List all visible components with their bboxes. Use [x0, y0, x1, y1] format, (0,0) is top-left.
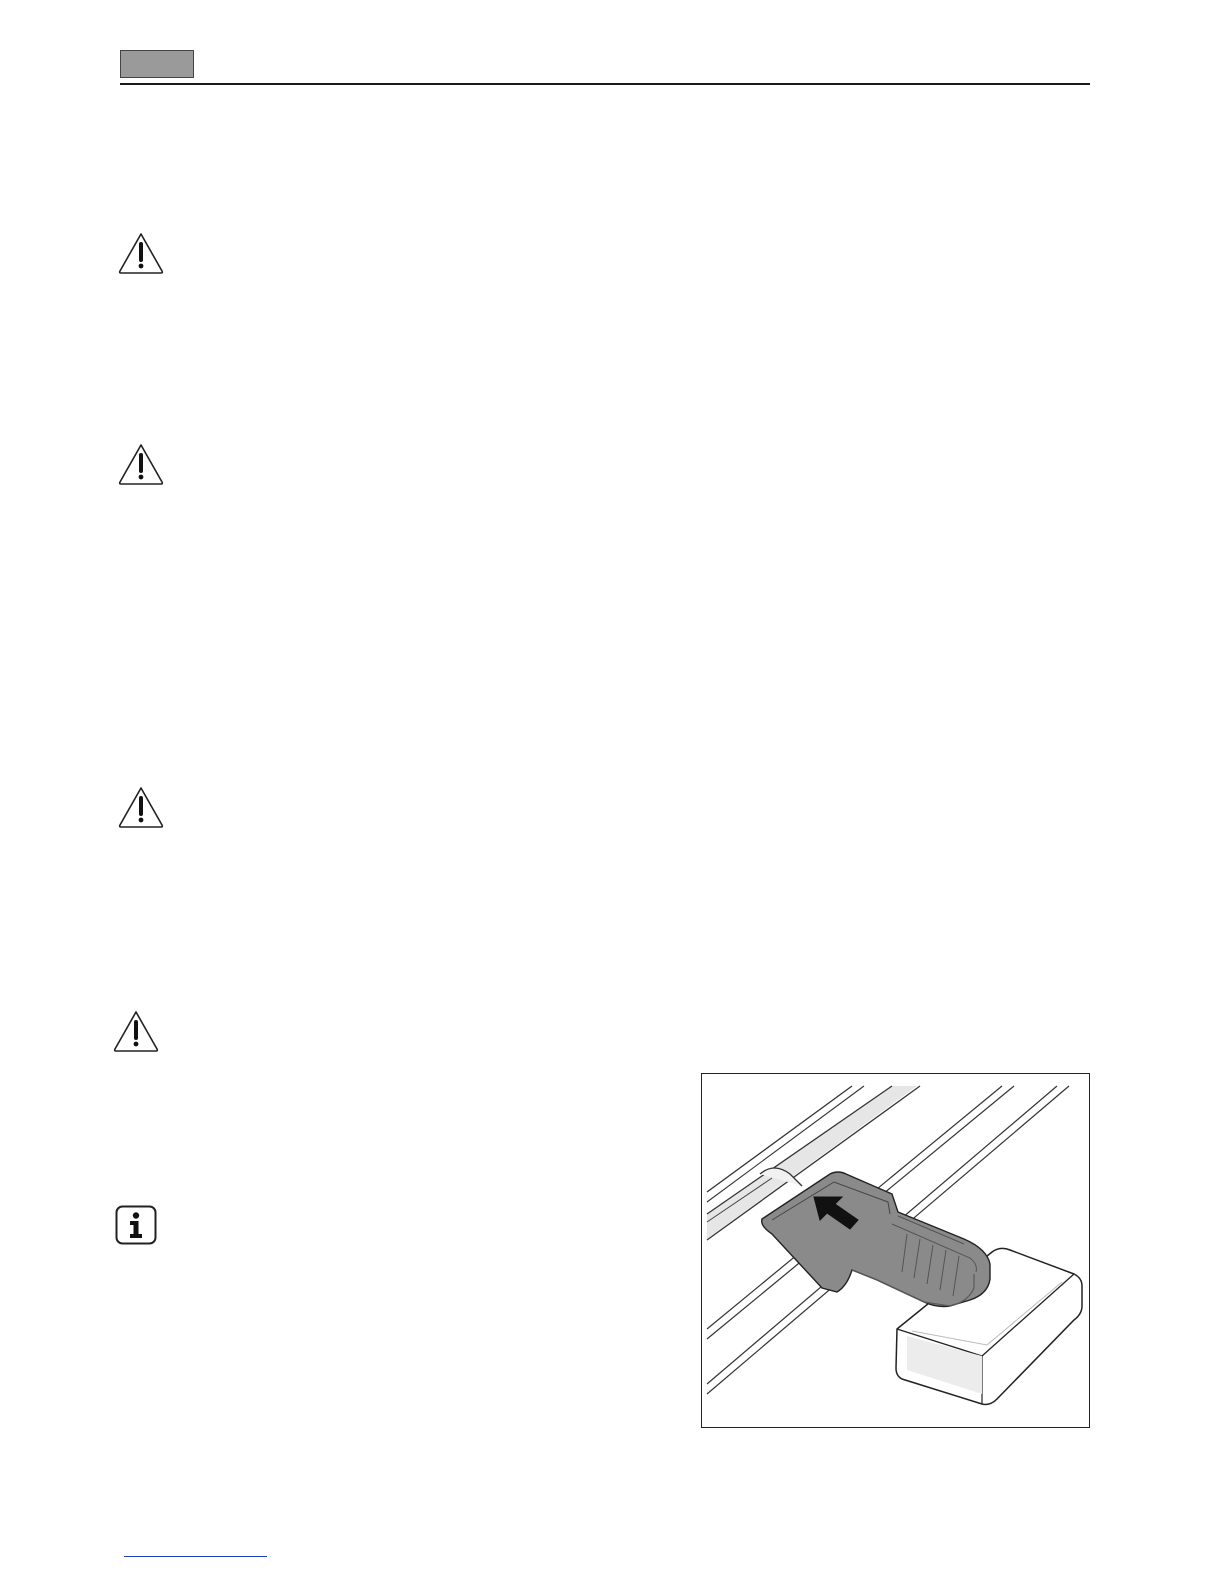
warning-triangle-icon [118, 786, 164, 828]
footer-link-underline[interactable] [124, 1556, 267, 1557]
header-rule [120, 83, 1090, 85]
figure-handle-illustration [701, 1073, 1090, 1428]
header-section-tab [120, 50, 194, 78]
info-icon [115, 1205, 157, 1245]
handle-tray-drawing [702, 1074, 1090, 1428]
warning-triangle-icon [118, 443, 164, 485]
warning-triangle-icon [118, 232, 164, 274]
warning-triangle-icon [113, 1010, 159, 1052]
